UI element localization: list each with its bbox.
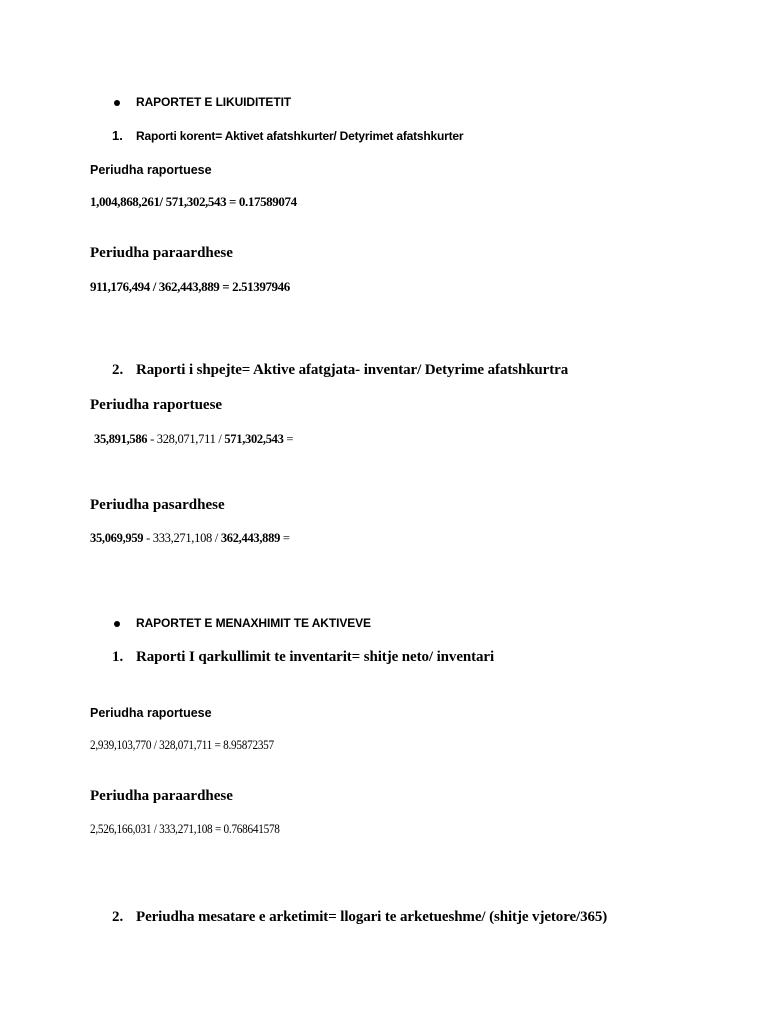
item-number: 1.: [112, 649, 124, 665]
calculation-line: [94, 433, 293, 446]
item-number: 2.: [112, 909, 124, 925]
formula-quick-ratio: Raporti i shpejte= Aktive afatgjata- inventar/ Detyrime afatshkurtra: [136, 362, 569, 378]
period-label: Periudha pasardhese: [90, 497, 225, 513]
calculation-line: 1,004,868,261/ 571,302,543 = 0.17589074: [90, 194, 297, 209]
bullet-icon: [114, 621, 120, 627]
period-label: Periudha raportuese: [90, 397, 223, 413]
period-label: Periudha raportuese: [90, 163, 212, 177]
bullet-icon: [114, 100, 120, 106]
calc-value: - 328,071,711 /: [147, 432, 225, 446]
period-label: Periudha paraardhese: [90, 788, 233, 804]
section-title-liquidity: RAPORTET E LIKUIDITETIT: [136, 95, 292, 109]
calc-value: 362,443,889: [220, 531, 281, 545]
period-label: Periudha raportuese: [90, 706, 212, 720]
calculation-line: [90, 532, 290, 545]
calc-value: 35,069,959: [90, 531, 144, 545]
calc-value: 35,891,586: [94, 432, 148, 446]
calc-value: =: [283, 432, 294, 446]
calc-value: - 333,271,108 /: [143, 531, 221, 545]
item-number: 2.: [112, 362, 124, 378]
calculation-line: 2,939,103,770 / 328,071,711 = 8.95872357: [90, 738, 274, 752]
formula-inventory-turnover: Raporti I qarkullimit te inventarit= shitje neto/ inventari: [136, 649, 495, 665]
formula-current-ratio: Raporti korent= Aktivet afatshkurter/ Detyrimet afatshkurter: [136, 129, 464, 143]
calculation-line: 911,176,494 / 362,443,889 = 2.51397946: [90, 279, 290, 294]
formula-collection-period: Periudha mesatare e arketimit= llogari te arketueshme/ (shitje vjetore/365): [136, 909, 608, 925]
calc-value: 571,302,543: [224, 432, 284, 446]
section-title-asset-management: RAPORTET E MENAXHIMIT TE AKTIVEVE: [136, 616, 371, 630]
calculation-line: 2,526,166,031 / 333,271,108 = 0.768641578: [90, 822, 280, 836]
calc-value: =: [280, 531, 290, 545]
item-number: 1.: [112, 128, 123, 143]
period-label: Periudha paraardhese: [90, 245, 233, 261]
